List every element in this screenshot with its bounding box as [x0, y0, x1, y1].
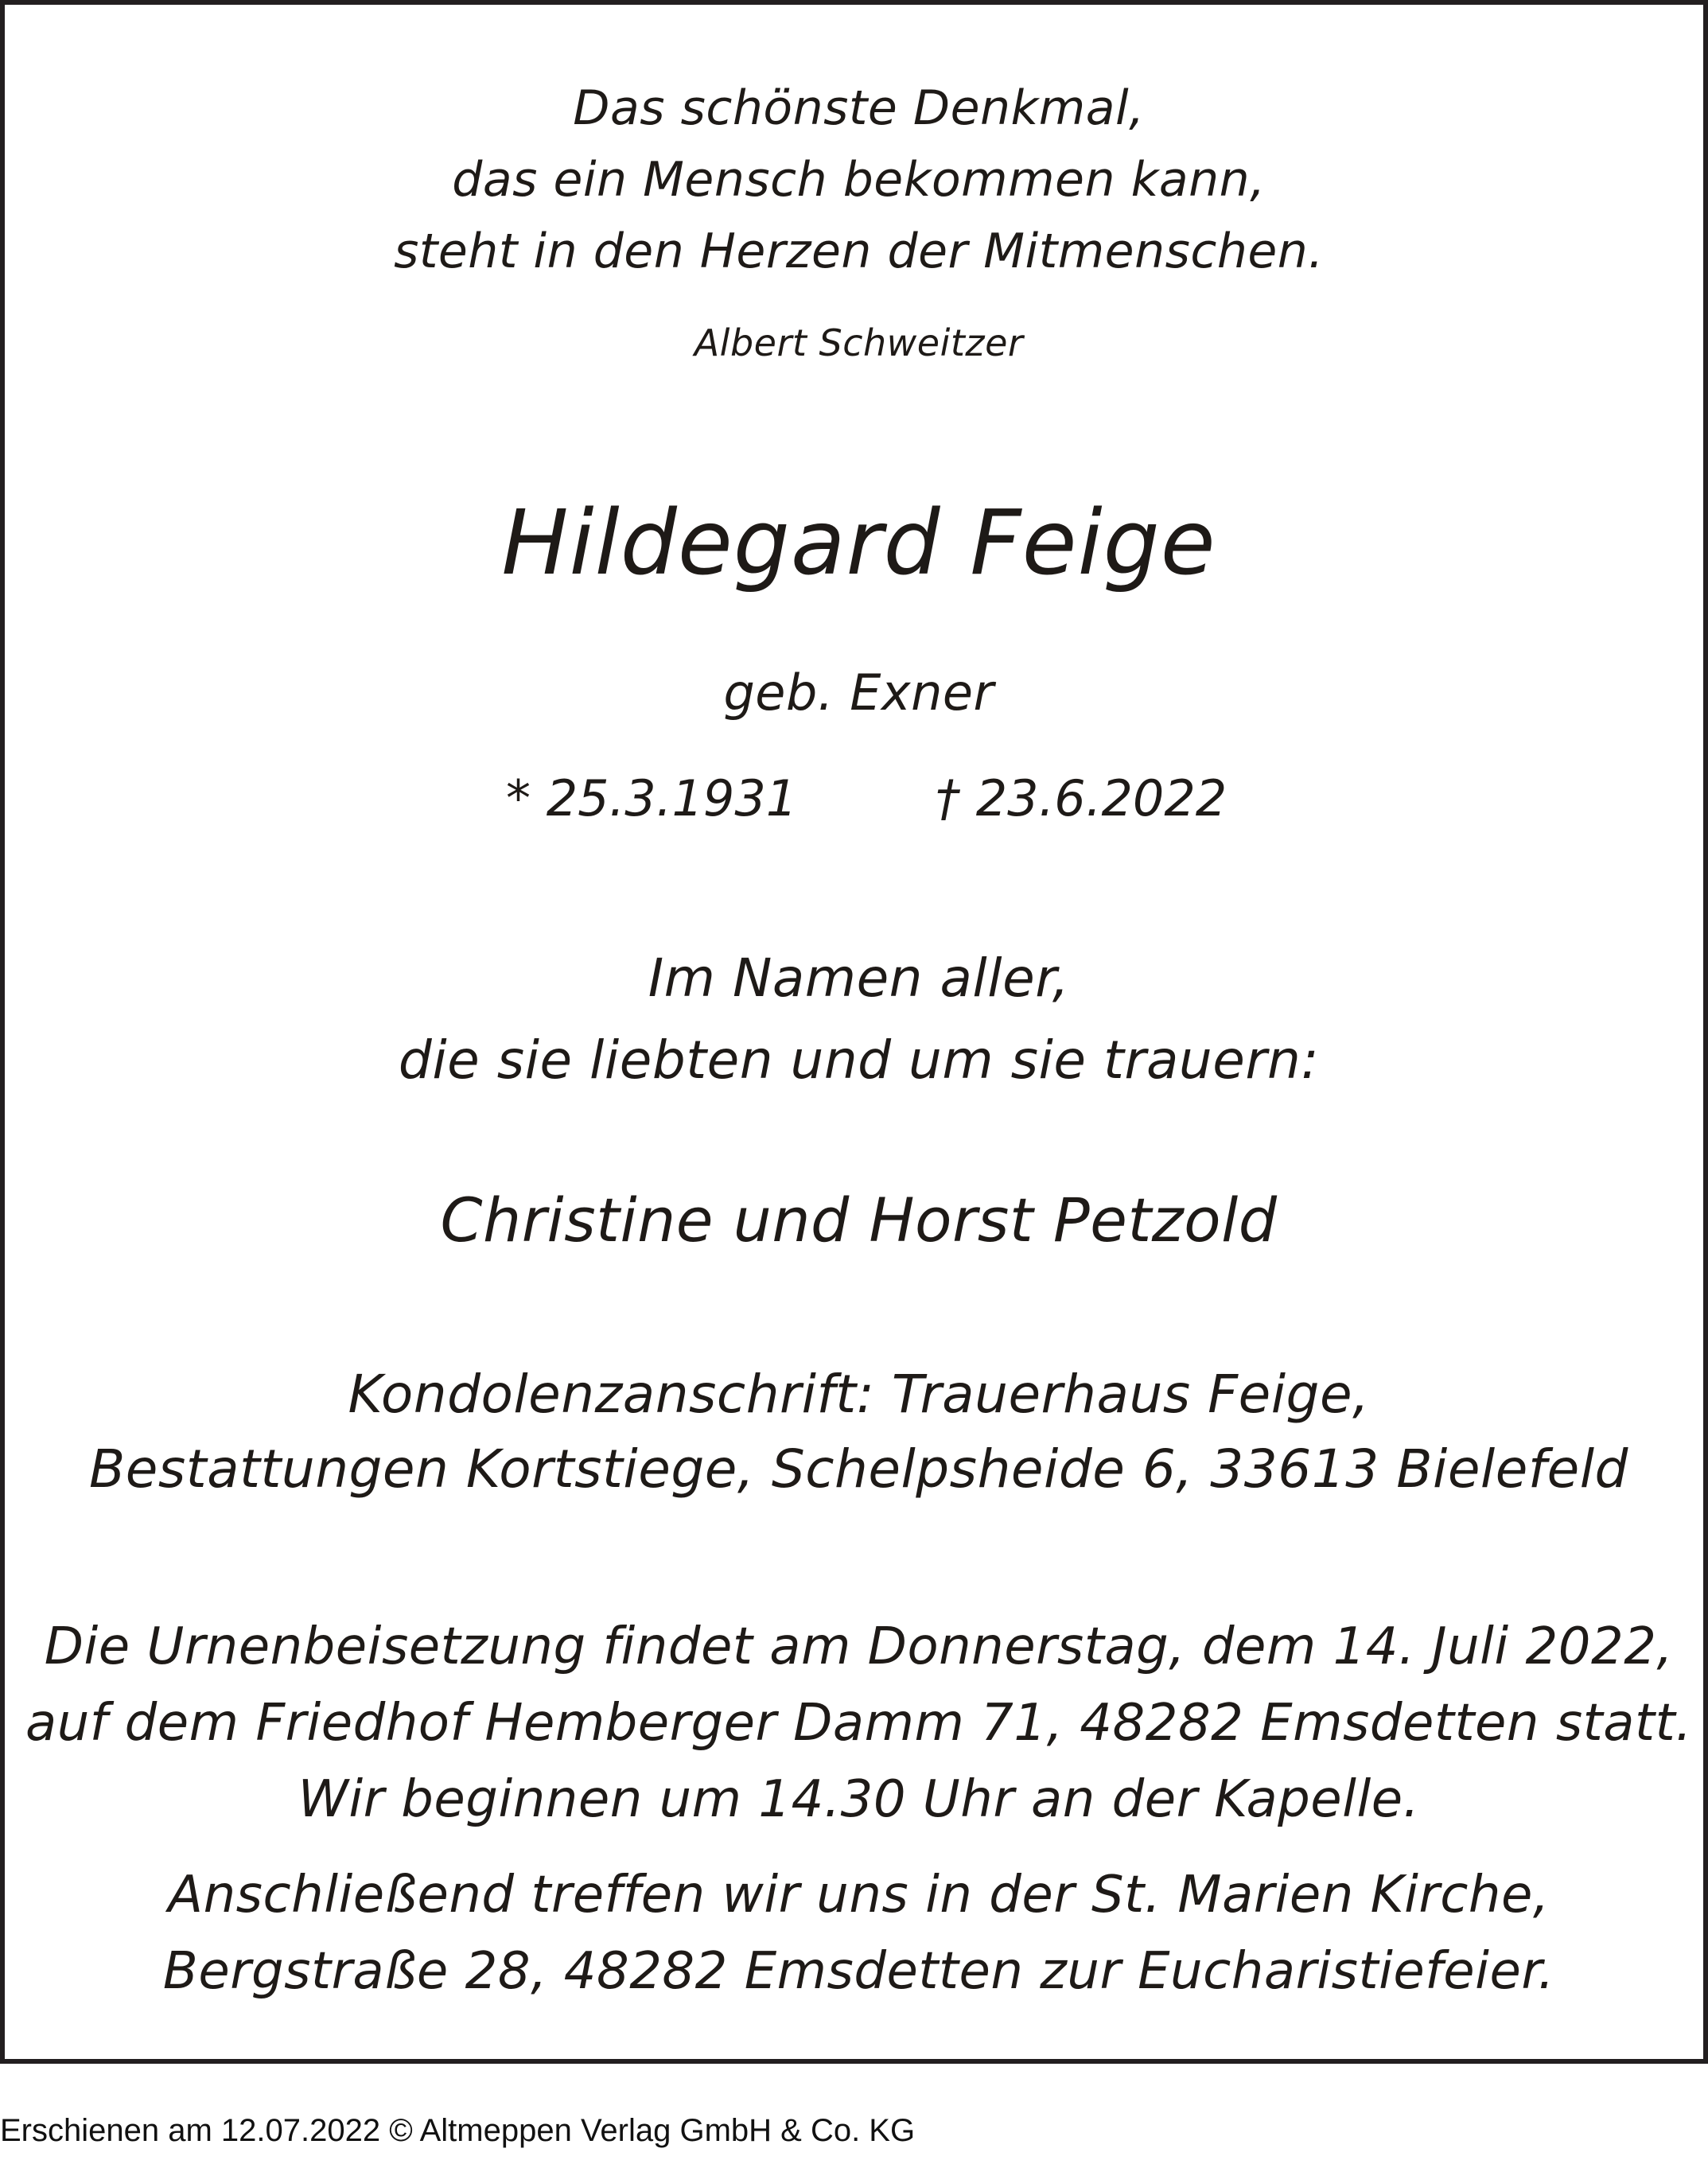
quote-line: Das schönste Denkmal,: [573, 80, 1145, 136]
mourners-intro-line: die sie liebten und um sie trauern:: [398, 1029, 1320, 1091]
birth-date: * 25.3.1931: [506, 769, 798, 827]
quote-author: Albert Schweitzer: [694, 321, 1024, 364]
condolence-line: Bestattungen Kortstiege, Schelpsheide 6, 33613 Bielefeld: [89, 1438, 1628, 1500]
dates-row: [5, 767, 1708, 831]
funeral-line: Wir beginnen um 14.30 Uhr an der Kapelle.: [298, 1770, 1420, 1829]
quote-line: steht in den Herzen der Mitmenschen.: [394, 224, 1324, 279]
mourners-intro-line: Im Namen aller,: [648, 948, 1070, 1009]
mourner-names: Christine und Horst Petzold: [440, 1185, 1278, 1255]
gathering-line: Anschließend treffen wir uns in der St. Marien Kirche,: [168, 1866, 1550, 1925]
death-date: † 23.6.2022: [936, 769, 1228, 827]
maiden-name: geb. Exner: [723, 664, 994, 722]
publication-footer: Erschienen am 12.07.2022 © Altmeppen Verlag GmbH & Co. KG: [0, 2113, 916, 2148]
condolence-line: Kondolenzanschrift: Trauerhaus Feige,: [348, 1364, 1370, 1425]
funeral-line: Die Urnenbeisetzung findet am Donnerstag, dem 14. Juli 2022,: [44, 1617, 1674, 1676]
quote-line: das ein Mensch bekommen kann,: [452, 152, 1266, 208]
gathering-line: Bergstraße 28, 48282 Emsdetten zur Eucharistiefeier.: [162, 1942, 1555, 2001]
funeral-line: auf dem Friedhof Hemberger Damm 71, 48282 Emsdetten statt.: [25, 1694, 1693, 1753]
deceased-name: Hildegard Feige: [501, 492, 1216, 595]
